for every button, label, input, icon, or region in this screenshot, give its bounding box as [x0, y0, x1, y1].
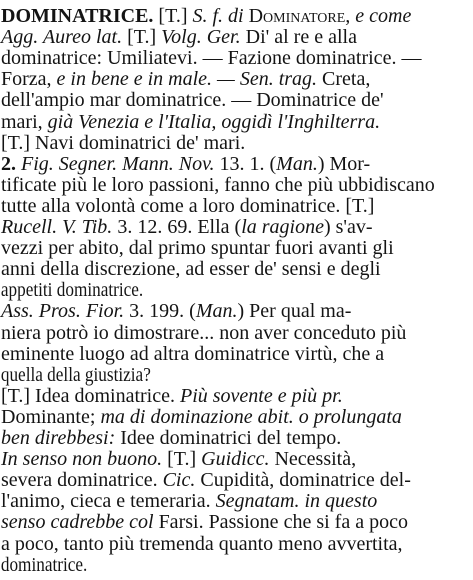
text-run: ben direbbesi:: [1, 427, 116, 449]
text-run: S. f. di: [192, 5, 249, 27]
text-run: dominatrice: Umiliatevi. — Fazione dominatrice. —: [1, 47, 422, 70]
text-run: severa dominatrice.: [1, 469, 163, 492]
text-run: eminente luogo ad altra dominatrice virtù, che a: [1, 342, 385, 365]
text-run: Rucell. V. Tib.: [1, 216, 113, 238]
text-run: tutte alla volontà come a loro dominatrice. [T.]: [1, 194, 375, 217]
text-run: Cic.: [162, 469, 196, 492]
text-run: già Venezia e l'Italia, oggidì l'Inghilterra.: [47, 110, 381, 133]
text-run: niera potrò io dimostrare... non aver conceduto più: [1, 321, 407, 344]
text-run: Creta,: [317, 68, 371, 91]
text-run: Segnatam. in questo: [215, 490, 378, 513]
text-run: 3. 12. 69. Ella (: [112, 216, 242, 238]
text-run: [T.]: [162, 448, 202, 471]
text-run: ) Per qual ma-: [237, 300, 352, 323]
text-run: [T.]: [122, 26, 162, 49]
text-run: ) s'av-: [323, 216, 373, 238]
text-run: vezzi per abito, dal primo spuntar fuori avanti gli: [1, 237, 394, 260]
text-run: la ragione: [241, 216, 324, 238]
text-run: [T.] Idea dominatrice.: [1, 384, 180, 407]
text-run: Idee dominatrici del tempo.: [115, 427, 342, 449]
text-run: Man.: [276, 152, 318, 175]
text-run: Fig. Segner. Mann. Nov.: [21, 152, 215, 175]
text-run: Forza,: [1, 68, 57, 91]
text-line: [0, 551, 473, 579]
text-run: l'animo, cieca e temeraria.: [1, 490, 216, 513]
text-run: Dominatore: [248, 5, 346, 27]
text-run: quella della giustizia?: [0, 363, 151, 386]
text-run: Farsi. Passione che si fa a poco: [153, 511, 408, 534]
text-run: ma di dominazione abit. o prolungata: [100, 405, 402, 428]
text-run: Cupidità, dominatrice del-: [195, 469, 411, 492]
text-run: e in bene e in male. — Sen. trag.: [56, 68, 318, 91]
text-run: Necessità,: [269, 448, 357, 471]
text-run: Dominante;: [1, 405, 101, 428]
text-run: anni della discrezione, ad esser de' sensi e degli: [1, 258, 381, 281]
text-run: Agg. Aureo lat.: [1, 26, 123, 49]
text-run: , e come: [345, 5, 412, 27]
text-run: Di' al re e alla: [240, 26, 357, 49]
text-run: tificate più le loro passioni, fanno che più ubbidiscano: [1, 173, 435, 196]
text-run: 2.: [1, 152, 21, 175]
text-run: ) Mor-: [317, 152, 371, 175]
text-run: DOMINATRICE.: [1, 5, 154, 27]
text-run: 13. 1. (: [214, 152, 277, 175]
text-run: Volg. Ger.: [161, 26, 241, 49]
text-run: a poco, tanto più tremenda quanto meno avvertita,: [1, 532, 403, 555]
text-run: Man.: [195, 300, 238, 323]
text-run: Più sovente e più pr.: [179, 384, 343, 407]
text-run: [T.]: [153, 5, 193, 27]
text-run: appetiti dominatrice.: [0, 279, 144, 302]
text-run: senso cadrebbe col: [1, 511, 154, 534]
text-run: dominatrice.: [0, 553, 88, 576]
text-run: 3. 199. (: [124, 300, 196, 323]
text-run: Ass. Pros. Fior.: [1, 300, 125, 323]
text-run: Guidicc.: [201, 448, 270, 471]
text-run: mari,: [1, 110, 48, 133]
text-run: dell'ampio mar dominatrice. — Dominatrice de': [1, 89, 384, 112]
text-run: [T.] Navi dominatrici de' mari.: [1, 131, 246, 154]
text-run: In senso non buono.: [1, 448, 163, 471]
